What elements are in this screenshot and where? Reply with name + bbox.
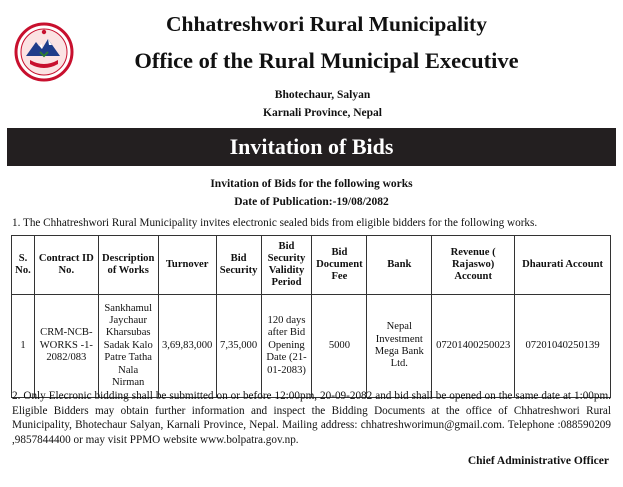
header-contract-id: Contract ID No.: [34, 236, 98, 295]
header-turnover: Turnover: [158, 236, 216, 295]
header-revenue-account: Revenue ( Rajaswo) Account: [432, 236, 515, 295]
cell-dhaurati-account: 07201040250139: [515, 295, 611, 398]
bids-table: [11, 235, 611, 398]
address-line-2: Karnali Province, Nepal: [263, 107, 382, 119]
instructions-paragraph: 2. Only Elecronic bidding shall be submitted on or before 12:00pm, 20-09-2082 and bid shall be opened on the same date at 1:00pm. Eligible Bidders may obtain further information and inspect the Bidding Documents at the office of Chhatreshwori Rural Municipality, Bhotechaur Salyan, Karnali Province, Nepal. Mailing address: chhatreshworimun@gmail.com. Telephone :088590209 ,9857844400 or may visit PPMO website www.bolpatra.gov.np.: [12, 390, 611, 446]
publication-date: Date of Publication:-19/08/2082: [234, 196, 389, 208]
cell-document-fee: 5000: [312, 295, 367, 398]
table-header-row: [12, 236, 611, 295]
address-line-1: Bhotechaur, Salyan: [274, 89, 371, 101]
cell-bid-security: 7,35,000: [216, 295, 261, 398]
header-bid-security: Bid Security: [216, 236, 261, 295]
cell-validity-period: 120 days after Bid Opening Date (21-01-2083): [261, 295, 312, 398]
intro-paragraph: 1. The Chhatreshwori Rural Municipality invites electronic sealed bids from eligible bidders for the following works.: [12, 217, 538, 229]
cell-contract-id: CRM-NCB-WORKS -1-2082/083: [34, 295, 98, 398]
cell-turnover: 3,69,83,000: [158, 295, 216, 398]
works-subheading: Invitation of Bids for the following works: [210, 178, 413, 190]
header-document-fee: Bid Document Fee: [312, 236, 367, 295]
cell-bank: Nepal Investment Mega Bank Ltd.: [367, 295, 432, 398]
cell-sno: 1: [12, 295, 35, 398]
table-row: [12, 295, 611, 398]
cell-revenue-account: 07201400250023: [432, 295, 515, 398]
notice-title-banner: Invitation of Bids: [7, 128, 616, 166]
office-name: Office of the Rural Municipal Executive: [134, 48, 519, 73]
signature-title: Chief Administrative Officer: [467, 455, 609, 467]
header-validity-period: Bid Security Validity Period: [261, 236, 312, 295]
header-description: Description of Works: [98, 236, 158, 295]
cell-description: Sankhamul Jaychaur Kharsubas Sadak Kalo Patre Tatha Nala Nirman: [98, 295, 158, 398]
header-dhaurati-account: Dhaurati Account: [515, 236, 611, 295]
header-sno: S. No.: [12, 236, 35, 295]
header-bank: Bank: [367, 236, 432, 295]
municipality-name: Chhatreshwori Rural Municipality: [166, 12, 487, 36]
